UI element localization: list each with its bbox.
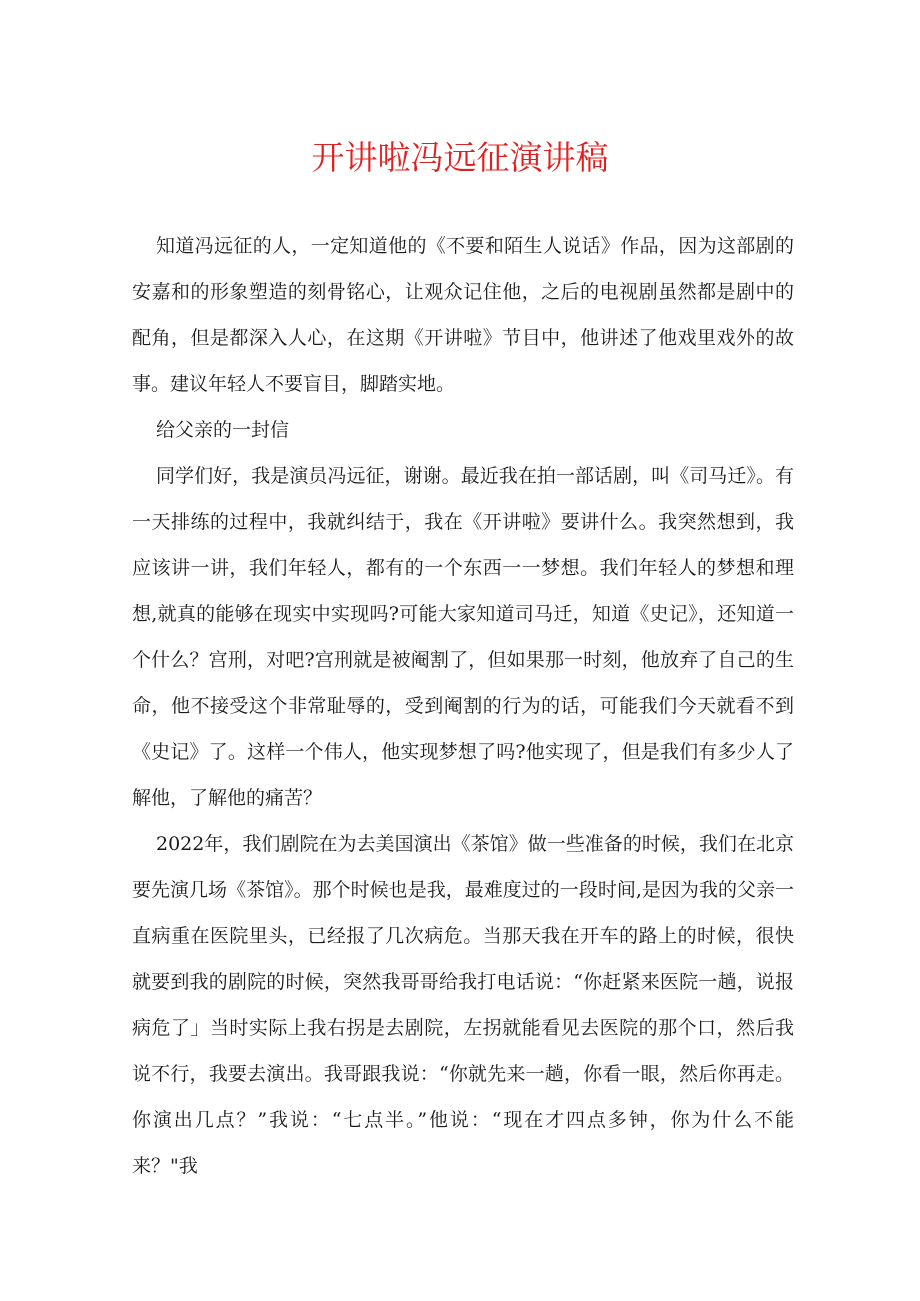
paragraph-intro: 知道冯远征的人，一定知道他的《不要和陌生人说话》作品，因为这部剧的安嘉和的形象塑造的刻骨铭心，让观众记住他，之后的电视剧虽然都是剧中的配角，但是都深入人心，在这期《开讲啦》节目中，他讲述了他戏里戏外的故事。建议年轻人不要盲目，脚踏实地。 <box>132 235 794 395</box>
paragraph-story: 2022年，我们剧院在为去美国演出《茶馆》做一些准备的时候，我们在北京要先演几场《茶馆》。那个时候也是我，最难度过的一段时间,是因为我的父亲一直病重在医院里头，已经报了几次病危。当那天我在开车的路上的时候，很快就要到我的剧院的时候，突然我哥哥给我打电话说：“你赶紧来医院一趟，说报病危了」当时实际上我右拐是去剧院，左拐就能看见去医院的那个口，然后我说不行，我要去演出。我哥跟我说：“你就先来一趟，你看一眼，然后你再走。你演出几点？”我说：“七点半。”他说：“现在才四点多钟，你为什么不能来？"我 <box>132 833 794 1177</box>
document-body <box>132 223 794 1189</box>
paragraph-section-heading: 给父亲的一封信 <box>156 419 290 441</box>
document-title: 开讲啦冯远征演讲稿 <box>311 138 609 177</box>
paragraph-greeting: 同学们好，我是演员冯远征，谢谢。最近我在拍一部话剧，叫《司马迁》。有一天排练的过程中，我就纠结于，我在《开讲啦》要讲什么。我突然想到，我应该讲一讲，我们年轻人，都有的一个东西一一梦想。我们年轻人的梦想和理想,就真的能够在现实中实现吗?可能大家知道司马迁，知道《史记》，还知道一个什么？宫刑，对吧?宫刑就是被阉割了，但如果那一时刻，他放弃了自己的生命，他不接受这个非常耻辱的，受到阉割的行为的话，可能我们今天就看不到《史记》了。这样一个伟人，他实现梦想了吗?他实现了，但是我们有多少人了解他，了解他的痛苦？ <box>132 465 794 809</box>
